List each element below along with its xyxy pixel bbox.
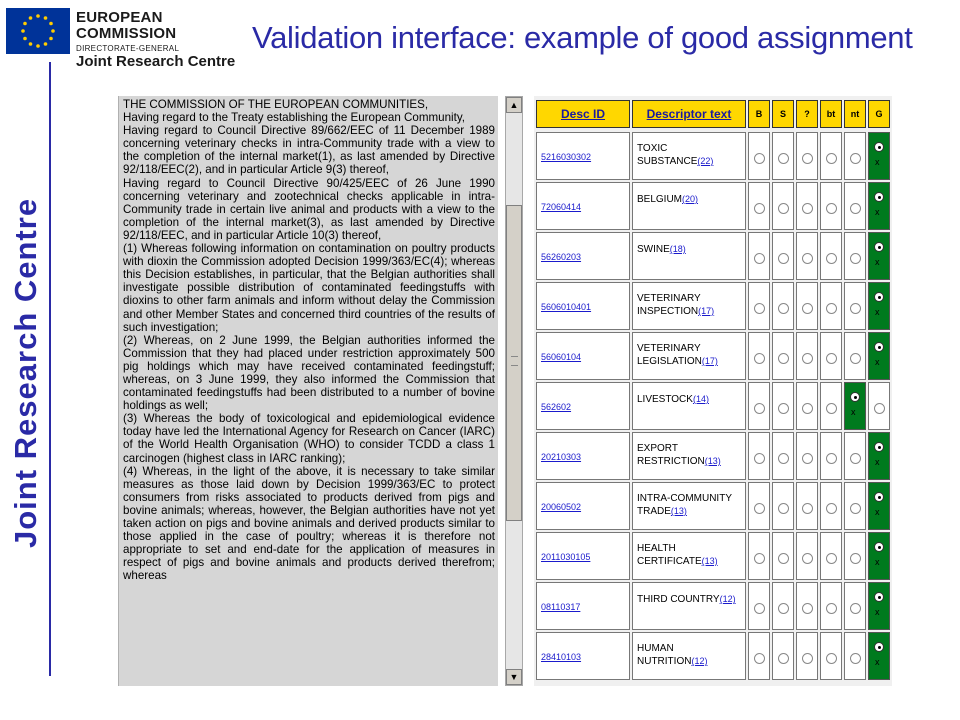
radio-button[interactable] [802, 603, 813, 614]
choice-cell-? [796, 482, 818, 530]
choice-cell-nt [844, 182, 866, 230]
ec-logo [6, 8, 242, 70]
radio-button[interactable] [778, 603, 789, 614]
radio-button[interactable] [826, 553, 837, 564]
radio-button[interactable] [754, 203, 765, 214]
radio-button[interactable] [754, 653, 765, 664]
header-nt: nt [844, 100, 866, 128]
slide-title: Validation interface: example of good assignment [252, 20, 913, 55]
side-divider [49, 62, 51, 676]
desc-id-link[interactable]: 2011030105 [541, 552, 591, 562]
choice-cell-B [748, 282, 770, 330]
radio-button[interactable] [754, 453, 765, 464]
radio-button[interactable] [826, 503, 837, 514]
desc-id-cell [536, 432, 630, 480]
document-scrollbar[interactable] [505, 96, 523, 686]
descriptor-text-wrap [637, 543, 743, 568]
desc-id-link[interactable]: 28410103 [541, 652, 582, 662]
choice-cell-S [772, 232, 794, 280]
choice-cell-S [772, 432, 794, 480]
flag-star-icon [29, 42, 33, 46]
radio-button[interactable] [754, 153, 765, 164]
choice-cell-G [868, 632, 890, 680]
choice-cell-bt [820, 182, 842, 230]
table-row [534, 582, 892, 630]
descriptor-text: EXPORT RESTRICTION [637, 443, 705, 467]
radio-button[interactable] [802, 203, 813, 214]
choice-cell-bt [820, 132, 842, 180]
choice-cell-? [796, 382, 818, 430]
choice-cell-? [796, 632, 818, 680]
scroll-up-icon[interactable]: ▲ [506, 97, 522, 113]
table-row [534, 282, 892, 330]
desc-id-cell [536, 132, 630, 180]
flag-star-icon [44, 16, 48, 20]
choice-cell-? [796, 532, 818, 580]
choice-cell-B [748, 382, 770, 430]
document-paragraph: THE COMMISSION OF THE EUROPEAN COMMUNITIES, [123, 98, 429, 111]
flag-star-icon [49, 37, 53, 41]
table-row [534, 332, 892, 380]
radio-button[interactable] [826, 303, 837, 314]
flag-star-icon [23, 37, 27, 41]
radio-selected-icon[interactable] [874, 492, 884, 502]
radio-selected-icon[interactable] [850, 392, 860, 402]
table-row [534, 382, 892, 430]
table-row [534, 482, 892, 530]
choice-cell-S [772, 332, 794, 380]
header-b: B [748, 100, 770, 128]
choice-cell-S [772, 532, 794, 580]
document-paragraph: Having regard to the Treaty establishing the European Community, [123, 111, 465, 125]
descriptor-count-link[interactable]: (17) [698, 306, 715, 316]
choice-cell-G [868, 182, 890, 230]
radio-button[interactable] [802, 253, 813, 264]
radio-button[interactable] [826, 353, 837, 364]
desc-id-link[interactable]: 562602 [541, 402, 572, 412]
selected-mark: x [875, 307, 880, 317]
radio-button[interactable] [850, 253, 861, 264]
descriptor-text: VETERINARY LEGISLATION [637, 343, 702, 367]
radio-button[interactable] [850, 603, 861, 614]
choice-cell-G [868, 282, 890, 330]
org-line-1: EUROPEAN COMMISSION [76, 9, 177, 42]
radio-button[interactable] [850, 503, 861, 514]
descriptor-count-link[interactable]: (13) [670, 506, 687, 516]
choice-cell-? [796, 332, 818, 380]
selected-mark: x [875, 657, 880, 667]
scroll-down-icon[interactable]: ▼ [506, 669, 522, 685]
radio-button[interactable] [850, 353, 861, 364]
descriptor-text-wrap [637, 193, 743, 206]
descriptor-text-wrap [637, 443, 743, 468]
table-row [534, 182, 892, 230]
descriptor-count-link[interactable]: (18) [669, 244, 686, 254]
radio-button[interactable] [826, 403, 837, 414]
descriptor-text: SWINE [637, 244, 670, 255]
descriptor-text: INTRA-COMMUNITY TRADE [637, 493, 732, 517]
descriptor-text-wrap [637, 143, 743, 168]
descriptor-text: LIVESTOCK [637, 394, 693, 405]
desc-id-link[interactable]: 5606010401 [541, 302, 592, 312]
radio-button[interactable] [778, 203, 789, 214]
desc-id-link[interactable]: 20060502 [541, 502, 582, 512]
desc-id-cell [536, 532, 630, 580]
document-paragraph: (4) Whereas, in the light of the above, it is necessary to take similar measures as those laid down by Decision 1999/363/EC to protect consumers from risks associated to products derived from pigs and bovine animals; whereas, however, the Belgian authorities have not yet taken action on pigs and bovine animals and derived products similar to those applied in the case of poultry; whereas it is therefore not appropriate to set and end-date for the application of measures in respect of pigs and bovine animals and products derived therefrom; whereas [123, 464, 495, 583]
selected-mark: x [875, 507, 880, 517]
choice-cell-? [796, 582, 818, 630]
document-paragraph: Having regard to Council Directive 90/425/EEC of 26 June 1990 concerning veterinary and zootechnical checks applicable in intra-Community trade in certain live animal and products with a view to the completion of the internal market(3), as last amended by Directive 92/118/EEC, and in particular Article 10(3) thereof, [123, 176, 495, 242]
choice-cell-? [796, 282, 818, 330]
choice-cell-S [772, 482, 794, 530]
choice-cell-G [868, 532, 890, 580]
desc-id-link[interactable]: 08110317 [541, 602, 581, 612]
radio-button[interactable] [778, 453, 789, 464]
desc-id-link[interactable]: 56260203 [541, 252, 582, 262]
choice-cell-G [868, 432, 890, 480]
document-paragraph: (1) Whereas following information on contamination on poultry products with dioxin the Commission adopted Decision 1999/363/EC(4); whereas this Decision establishes, in particular, that the Belgian authorities shall investigate possible distribution of contaminated feedingstuffs with dioxins to other farm animals and inform without delay the Commission and other Member States and concerned third countries of the results of such investigation; [123, 242, 495, 334]
selected-mark: x [875, 607, 880, 617]
radio-selected-icon[interactable] [874, 592, 884, 602]
radio-button[interactable] [874, 403, 885, 414]
table-row [534, 432, 892, 480]
choice-cell-G [868, 582, 890, 630]
flag-star-icon [23, 22, 27, 26]
desc-id-cell [536, 282, 630, 330]
scroll-thumb[interactable] [506, 205, 522, 521]
descriptor-count-link[interactable]: (14) [692, 394, 709, 404]
choice-cell-bt [820, 232, 842, 280]
choice-cell-bt [820, 582, 842, 630]
radio-button[interactable] [826, 253, 837, 264]
descriptor-count-link[interactable]: (13) [704, 456, 721, 466]
radio-button[interactable] [850, 553, 861, 564]
descriptor-text: BELGIUM [637, 194, 683, 205]
descriptor-text-wrap [637, 493, 743, 518]
radio-selected-icon[interactable] [874, 342, 884, 352]
descriptor-text-wrap [637, 293, 743, 318]
choice-cell-G [868, 132, 890, 180]
descriptor-count-link[interactable]: (13) [701, 556, 718, 566]
descriptor-count-link[interactable]: (12) [719, 594, 736, 604]
descriptor-text-wrap [637, 593, 743, 606]
radio-button[interactable] [802, 403, 813, 414]
radio-button[interactable] [754, 503, 765, 514]
descriptor-text: TOXIC SUBSTANCE [637, 143, 698, 167]
descriptor-cell [632, 282, 746, 330]
desc-id-cell [536, 582, 630, 630]
choice-cell-nt [844, 132, 866, 180]
header-s: S [772, 100, 794, 128]
choice-cell-? [796, 232, 818, 280]
choice-cell-? [796, 182, 818, 230]
choice-cell-B [748, 582, 770, 630]
descriptor-cell [632, 582, 746, 630]
descriptor-count-link[interactable]: (20) [682, 194, 699, 204]
radio-button[interactable] [754, 253, 765, 264]
desc-id-cell [536, 332, 630, 380]
descriptor-text-wrap [637, 393, 743, 406]
choice-cell-bt [820, 282, 842, 330]
desc-id-link[interactable]: 5216030302 [541, 152, 592, 162]
org-line-2: DIRECTORATE-GENERAL [76, 44, 180, 53]
choice-cell-S [772, 132, 794, 180]
selected-mark: x [875, 357, 880, 367]
document-panel [118, 96, 498, 686]
radio-button[interactable] [802, 503, 813, 514]
choice-cell-B [748, 132, 770, 180]
radio-selected-icon[interactable] [874, 192, 884, 202]
choice-cell-B [748, 332, 770, 380]
radio-button[interactable] [850, 453, 861, 464]
selected-mark: x [851, 407, 856, 417]
desc-id-cell [536, 482, 630, 530]
choice-cell-nt [844, 632, 866, 680]
descriptor-cell [632, 382, 746, 430]
header-descriptor-text[interactable]: Descriptor text [632, 100, 746, 128]
flag-star-icon [36, 44, 40, 48]
radio-button[interactable] [778, 153, 789, 164]
radio-button[interactable] [826, 603, 837, 614]
document-paragraph: Having regard to Council Directive 89/662/EEC of 11 December 1989 concerning veterinary checks in intra-Community trade with a view to the completion of the internal market(1), as last amended by Directive 92/118/EEC(2), and in particular Article 9(3) thereof, [123, 124, 495, 177]
selected-mark: x [875, 557, 880, 567]
descriptor-cell [632, 332, 746, 380]
table-row [534, 632, 892, 680]
radio-button[interactable] [754, 553, 765, 564]
selected-mark: x [875, 157, 880, 167]
choice-cell-nt [844, 582, 866, 630]
choice-cell-S [772, 582, 794, 630]
radio-button[interactable] [754, 603, 765, 614]
radio-button[interactable] [754, 303, 765, 314]
choice-cell-S [772, 382, 794, 430]
desc-id-cell [536, 382, 630, 430]
radio-button[interactable] [802, 153, 813, 164]
desc-id-cell [536, 232, 630, 280]
radio-button[interactable] [778, 553, 789, 564]
org-line-3: Joint Research Centre [76, 53, 236, 70]
descriptor-text: HUMAN NUTRITION [637, 643, 692, 667]
header-bt: bt [820, 100, 842, 128]
radio-button[interactable] [778, 353, 789, 364]
choice-cell-B [748, 482, 770, 530]
desc-id-link[interactable]: 72060414 [541, 202, 582, 212]
radio-selected-icon[interactable] [874, 292, 884, 302]
selected-mark: x [875, 257, 880, 267]
descriptor-cell [632, 432, 746, 480]
grip-icon [511, 356, 518, 366]
flag-star-icon [44, 42, 48, 46]
radio-button[interactable] [850, 203, 861, 214]
choice-cell-? [796, 132, 818, 180]
radio-button[interactable] [778, 403, 789, 414]
radio-button[interactable] [826, 203, 837, 214]
flag-star-icon [29, 16, 33, 20]
choice-cell-B [748, 532, 770, 580]
document-paragraph: (2) Whereas, on 2 June 1999, the Belgian authorities informed the Commission that they had placed under restriction approximately 500 pig holdings which may have received contaminated feedingstuff; whereas, on 3 June 1999, they also informed the Commission that contaminated feedingstuffs had been distributed to a number of bovine holdings as well; [123, 333, 495, 413]
radio-button[interactable] [802, 453, 813, 464]
radio-button[interactable] [850, 653, 861, 664]
org-name [76, 10, 242, 70]
radio-selected-icon[interactable] [874, 542, 884, 552]
header-unknown: ? [796, 100, 818, 128]
choice-cell-? [796, 432, 818, 480]
radio-button[interactable] [826, 653, 837, 664]
descriptor-cell [632, 532, 746, 580]
radio-selected-icon[interactable] [874, 442, 884, 452]
choice-cell-G [868, 382, 890, 430]
flag-star-icon [49, 22, 53, 26]
choice-cell-S [772, 182, 794, 230]
radio-button[interactable] [802, 303, 813, 314]
descriptor-cell [632, 182, 746, 230]
radio-button[interactable] [802, 553, 813, 564]
choice-cell-nt [844, 382, 866, 430]
choice-cell-nt [844, 482, 866, 530]
desc-id-cell [536, 632, 630, 680]
desc-id-link[interactable]: 20210303 [541, 452, 582, 462]
choice-cell-B [748, 632, 770, 680]
descriptor-cell [632, 132, 746, 180]
radio-button[interactable] [826, 153, 837, 164]
choice-cell-S [772, 632, 794, 680]
header-g: G [868, 100, 890, 128]
selected-mark: x [875, 457, 880, 467]
document-paragraph: (3) Whereas the body of toxicological and epidemiological evidence today have led the International Agency for Research on Cancer (IARC) of the World Health Organisation (WHO) to consider TCDD a class 1 carcinogen (highest class in IARC ranking); [123, 412, 495, 465]
choice-cell-bt [820, 532, 842, 580]
descriptor-text: HEALTH CERTIFICATE [637, 543, 702, 567]
flag-star-icon [51, 29, 55, 33]
choice-cell-G [868, 482, 890, 530]
desc-id-link[interactable]: 56060104 [541, 352, 582, 362]
radio-button[interactable] [778, 503, 789, 514]
radio-button[interactable] [778, 303, 789, 314]
choice-cell-nt [844, 232, 866, 280]
choice-cell-G [868, 232, 890, 280]
choice-cell-bt [820, 632, 842, 680]
side-label: Joint Research Centre [8, 197, 43, 548]
radio-selected-icon[interactable] [874, 242, 884, 252]
descriptor-cell [632, 482, 746, 530]
choice-cell-B [748, 182, 770, 230]
choice-cell-B [748, 232, 770, 280]
table-row [534, 532, 892, 580]
descriptor-table [534, 96, 892, 686]
choice-cell-G [868, 332, 890, 380]
choice-cell-bt [820, 432, 842, 480]
choice-cell-B [748, 432, 770, 480]
choice-cell-bt [820, 382, 842, 430]
radio-button[interactable] [850, 303, 861, 314]
desc-id-cell [536, 182, 630, 230]
descriptor-count-link[interactable]: (17) [701, 356, 718, 366]
flag-star-icon [36, 14, 40, 18]
descriptor-cell [632, 632, 746, 680]
descriptor-text-wrap [637, 343, 743, 368]
descriptor-text: VETERINARY INSPECTION [637, 293, 701, 317]
eu-flag-icon [6, 8, 70, 54]
descriptor-text-wrap [637, 243, 743, 256]
flag-star-icon [21, 29, 25, 33]
selected-mark: x [875, 207, 880, 217]
choice-cell-bt [820, 482, 842, 530]
table-row [534, 232, 892, 280]
radio-button[interactable] [754, 403, 765, 414]
radio-button[interactable] [778, 653, 789, 664]
radio-button[interactable] [754, 353, 765, 364]
radio-selected-icon[interactable] [874, 642, 884, 652]
radio-button[interactable] [778, 253, 789, 264]
choice-cell-nt [844, 532, 866, 580]
header-desc-id[interactable]: Desc ID [536, 100, 630, 128]
descriptor-cell [632, 232, 746, 280]
choice-cell-nt [844, 432, 866, 480]
table-row [534, 132, 892, 180]
document-text [119, 96, 498, 582]
radio-selected-icon[interactable] [874, 142, 884, 152]
descriptor-count-link[interactable]: (12) [691, 656, 708, 666]
choice-cell-nt [844, 282, 866, 330]
choice-cell-S [772, 282, 794, 330]
choice-cell-nt [844, 332, 866, 380]
descriptor-text: THIRD COUNTRY [637, 594, 720, 605]
choice-cell-bt [820, 332, 842, 380]
radio-button[interactable] [826, 453, 837, 464]
descriptor-text-wrap [637, 643, 743, 668]
radio-button[interactable] [850, 153, 861, 164]
descriptor-count-link[interactable]: (22) [697, 156, 714, 166]
radio-button[interactable] [802, 653, 813, 664]
radio-button[interactable] [802, 353, 813, 364]
